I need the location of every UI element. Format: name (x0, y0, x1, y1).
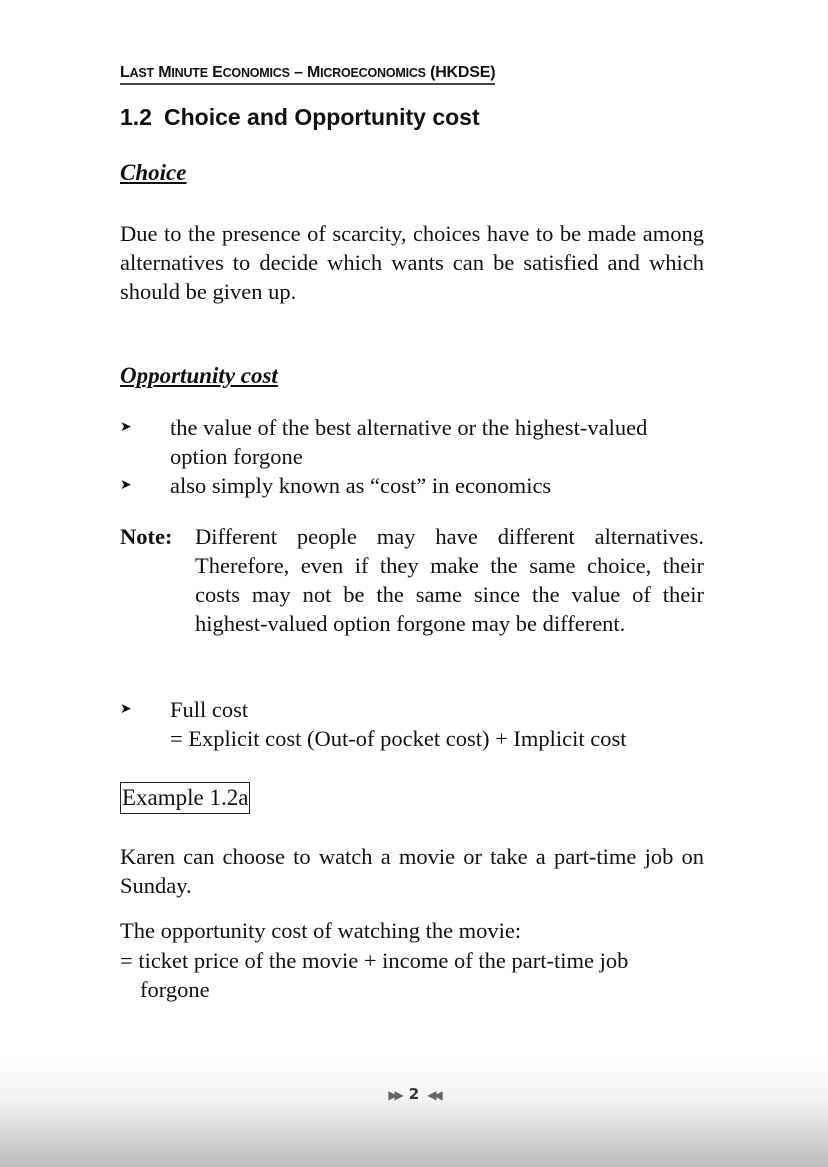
example-label-box: Example 1.2a (120, 782, 250, 814)
header-part-4: – MICROECONOMICS (289, 64, 426, 81)
choice-heading: Choice (120, 160, 187, 185)
full-cost-label: Full cost (170, 697, 249, 722)
section-number: 1.2 (120, 104, 152, 130)
opportunity-cost-equation: = ticket price of the movie + income of the part-time job (120, 948, 629, 973)
note-text: Different people may have different alternatives. Therefore, even if they make the same choice, their costs may not be the same since the value of their highest-valued option forgone may be different. (195, 524, 704, 636)
page-footer (0, 1085, 828, 1103)
page-number: 2 (408, 1085, 420, 1103)
note-label: Note: (120, 524, 173, 549)
opportunity-cost-intro: The opportunity cost of watching the movie: (120, 918, 522, 943)
example-paragraph: Karen can choose to watch a movie or take a part-time job on Sunday. (120, 844, 704, 898)
bullet-arrow-icon: ➤ (120, 701, 132, 717)
opportunity-cost-heading: Opportunity cost (120, 363, 278, 388)
book-header (120, 64, 495, 85)
bullet-arrow-icon: ➤ (120, 419, 132, 435)
section-title (120, 104, 480, 131)
bullet-arrow-icon: ➤ (120, 477, 132, 493)
header-part-1: LAST (120, 64, 154, 81)
bullet-item (120, 695, 704, 753)
right-arrows-icon: ▶▶ (388, 1088, 401, 1102)
bullet-item (120, 471, 704, 500)
header-part-3: ECONOMICS (207, 64, 290, 81)
section-title-text: Choice and Opportunity cost (163, 104, 480, 130)
opportunity-cost-equation-cont: forgone (140, 977, 210, 1002)
bullet-text: the value of the best alternative or the highest-valued option forgone (170, 415, 648, 469)
choice-paragraph: Due to the presence of scarcity, choices have to be made among alternatives to decide which wants can be satisfied and which should be given up. (120, 221, 704, 304)
bullet-item (120, 413, 704, 471)
full-cost-formula: = Explicit cost (Out-of pocket cost) + Implicit cost (170, 726, 627, 751)
bullet-text: also simply known as “cost” in economics (170, 473, 552, 498)
header-suffix: (HKDSE) (425, 64, 496, 81)
left-arrows-icon: ◀◀ (427, 1088, 440, 1102)
header-part-2: MINUTE (153, 64, 208, 81)
